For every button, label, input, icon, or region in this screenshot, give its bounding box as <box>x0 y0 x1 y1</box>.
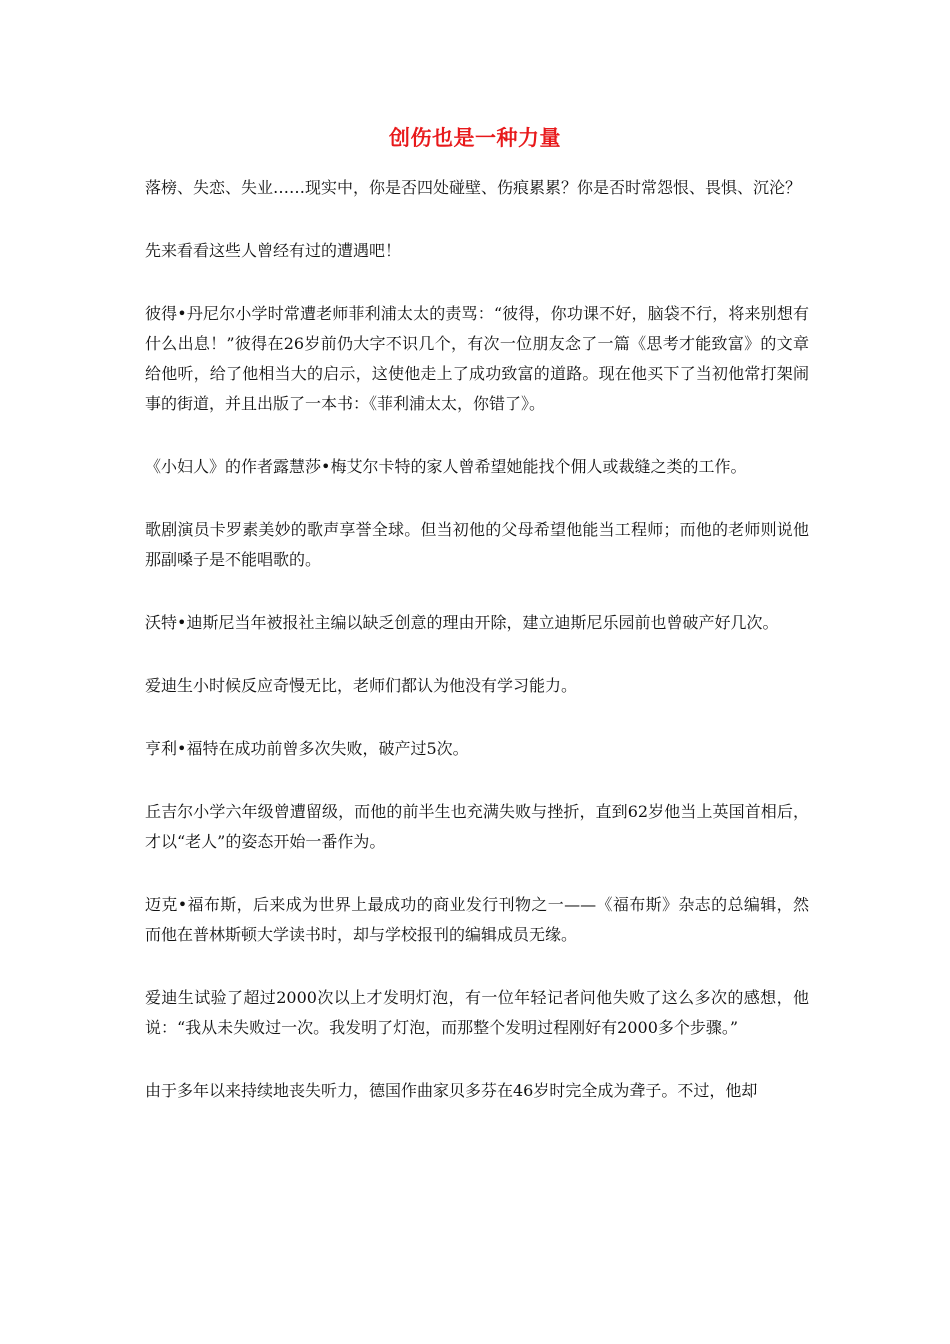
paragraph-little-women: 《小妇人》的作者露慧莎•梅艾尔卡特的家人曾希望她能找个佣人或裁缝之类的工作。 <box>145 457 747 476</box>
paragraph-intro: 落榜、失恋、失业……现实中，你是否四处碰壁、伤痕累累？你是否时常怨恨、畏惧、沉沦？ <box>145 178 802 197</box>
paragraph-beethoven: 由于多年以来持续地丧失听力，德国作曲家贝多芬在46岁时完全成为聋子。不过，他却 <box>145 1081 758 1100</box>
document-body <box>145 173 809 1139</box>
paragraph-lead: 先来看看这些人曾经有过的遭遇吧！ <box>145 241 402 260</box>
paragraph-forbes: 迈克•福布斯，后来成为世界上最成功的商业发行刊物之一——《福布斯》杂志的总编辑，然而他在普林斯顿大学读书时，却与学校报刊的编辑成员无缘。 <box>145 895 809 944</box>
paragraph-churchill: 丘吉尔小学六年级曾遭留级，而他的前半生也充满失败与挫折，直到62岁他当上英国首相后，才以“老人”的姿态开始一番作为。 <box>145 802 809 851</box>
paragraph-ford: 亨利•福特在成功前曾多次失败，破产过5次。 <box>145 739 469 758</box>
paragraph-edison-child: 爱迪生小时候反应奇慢无比，老师们都认为他没有学习能力。 <box>145 676 578 695</box>
paragraph-disney: 沃特•迪斯尼当年被报社主编以缺乏创意的理由开除，建立迪斯尼乐园前也曾破产好几次。 <box>145 613 779 632</box>
document-title: 创伤也是一种力量 <box>389 126 561 150</box>
paragraph-edison-bulb: 爱迪生试验了超过2000次以上才发明灯泡，有一位年轻记者问他失败了这么多次的感想，他说：“我从未失败过一次。我发明了灯泡，而那整个发明过程刚好有2000多个步骤。” <box>145 988 809 1037</box>
paragraph-caruso: 歌剧演员卡罗素美妙的歌声享誉全球。但当初他的父母希望他能当工程师；而他的老师则说他那副嗓子是不能唱歌的。 <box>145 520 809 569</box>
paragraph-peter-daniel: 彼得•丹尼尔小学时常遭老师菲利浦太太的责骂：“彼得，你功课不好，脑袋不行，将来别想有什么出息！”彼得在26岁前仍大字不识几个，有次一位朋友念了一篇《思考才能致富》的文章给他听，给了他相当大的启示，这使他走上了成功致富的道路。现在他买下了当初他常打架闹事的街道，并且出版了一本书：《菲利浦太太，你错了》。 <box>145 304 809 413</box>
